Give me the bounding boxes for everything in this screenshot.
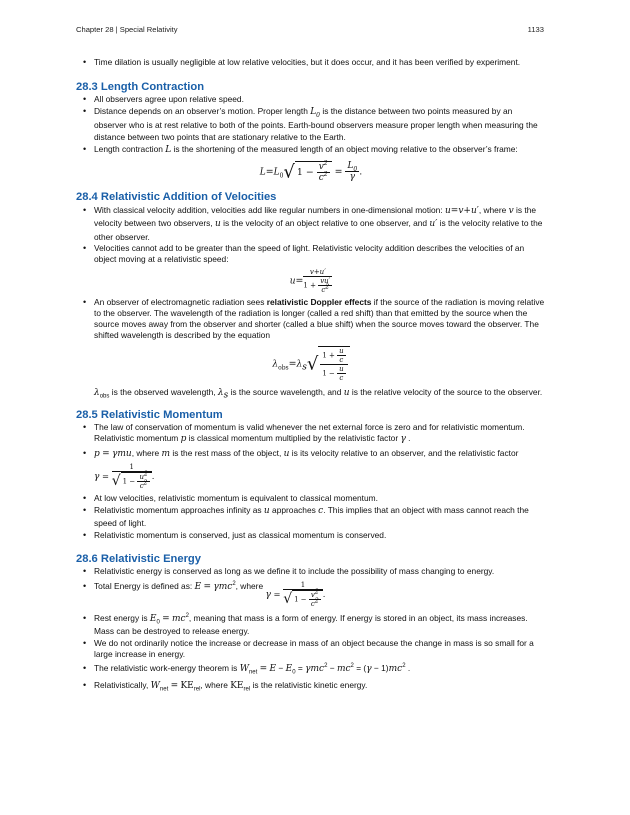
list-item: • The law of conservation of momentum is valid whenever the net external force is zero and for relativistic momentum. Relativistic momentum p is classical momentum multiplied by the relativistic factor γ .	[76, 422, 546, 445]
chapter-title: Chapter 28 | Special Relativity	[76, 25, 178, 34]
list-item: • Time dilation is usually negligible at low relative velocities, but it does occur, and it has been verified by experiment.	[76, 57, 546, 68]
list-item: • Rest energy is $E_0 = mc^2$, meaning that mass is a form of energy. If energy is stored in an object, its mass increases. Mass can be destroyed to release energy.	[76, 612, 546, 638]
s284-list	[76, 204, 546, 266]
s284-list-2	[76, 297, 546, 341]
list-item: • Distance depends on an observer’s motion. Proper length $L_0$ is the distance between two points measured by an observer who is at rest relative to both of the points. Earth-bound observers measure proper length when measuring the distance between two points that are stationary relative to the Earth.	[76, 105, 546, 144]
list-item: • Relativistic momentum approaches infinity as u approaches c. This implies that an object with mass cannot reach the speed of light.	[76, 504, 546, 530]
list-item: • Relativistic energy is conserved as long as we define it to include the possibility of mass changing to energy.	[76, 566, 546, 577]
page-header	[76, 24, 544, 35]
section-heading-28-5: 28.5 Relativistic Momentum	[76, 408, 223, 421]
intro-list	[76, 57, 546, 68]
list-item: • All observers agree upon relative speed.	[76, 94, 546, 105]
section-heading-28-4: 28.4 Relativistic Addition of Velocities	[76, 190, 277, 203]
list-item: • At low velocities, relativistic momentum is equivalent to classical momentum.	[76, 493, 546, 504]
equation-length-contraction: $L=L_0√$ 1 − $\frac{v^2}{c^2}$ = $\frac{L_0}{\gamma}$ .	[259, 159, 363, 183]
list-item: • Velocities cannot add to be greater than the speed of light. Relativistic velocity addition describes the velocities of an object moving at a relativistic speed:	[76, 243, 546, 265]
section-heading-28-3: 28.3 Length Contraction	[76, 81, 205, 93]
list-item: • Relativistically, $W_{net} = KE_{rel}$, where $KE_{rel}$ is the relativistic kinetic energy.	[76, 680, 546, 692]
equation-velocity-addition: u= v+u′ 1 + $\frac{vu'}{c^2}$	[289, 268, 331, 294]
math-L: L	[165, 144, 172, 155]
equation-gamma-energy: γ = 1 √ 1 − $\frac{v^2}{c^2}$ .	[265, 580, 326, 608]
doppler-explanation: $\lambda_{obs}$ is the observed wavelength, $\lambda_s$ is the source wavelength, and u is the relative velocity of the source to the observer.	[94, 387, 543, 401]
equation-gamma: γ = 1 √ 1 − $\frac{u^2}{c^2}$ .	[94, 462, 155, 490]
list-item: • An observer of electromagnetic radiation sees relativistic Doppler effects if the source of the radiation is moving relative to the observer. The wavelength of the radiation is longer (called a red shift) than that emitted by the source when the source moves away from the observer and shorter (called a blue shift) when the source moves toward the observer. The shifted wavelength is described by the equation	[76, 297, 546, 341]
section-heading-28-6: 28.6 Relativistic Energy	[76, 552, 201, 565]
page-number: 1133	[527, 25, 544, 34]
equation-doppler: $\lambda_{obs}=\lambda_s√$ 1 + $\frac{u}{c}$ 1 − $\frac{u}{c}$	[76, 346, 546, 382]
list-item: • The relativistic work-energy theorem is $W_{net} = E - E_0 = \gamma mc^2 - mc^2 = (\gamma - 1)mc^2$ .	[76, 663, 546, 675]
math-L0: $L_0$	[310, 107, 320, 119]
list-item: • Relativistic momentum is conserved, just as classical momentum is conserved.	[76, 530, 546, 541]
s286-list	[76, 566, 546, 692]
list-item: • With classical velocity addition, velocities add like regular numbers in one-dimensional motion: u=v+u′, where v is the velocity between two observers, u is the velocity of an object relative to one observer, and u′ is the velocity relative to the other observer.	[76, 204, 546, 244]
list-item: • Total Energy is defined as: E = γmc$^2$, where γ = 1 √ 1 − $\frac{v^2}{c^2}$ .	[76, 581, 546, 608]
list-item: • p = γmu, where m is the rest mass of the object, u is its velocity relative to an observer, and the relativistic factor γ = 1 √ 1 − $\frac{u^2}{c^2}$ .	[76, 448, 546, 490]
s283-list	[76, 94, 546, 156]
list-item: • We do not ordinarily notice the increase or decrease in mass of an object because the change in mass is so small for a large increase in energy.	[76, 638, 546, 660]
s285-list	[76, 422, 546, 541]
list-item: • Length contraction L is the shortening of the measured length of an object moving relative to the observer’s frame:	[76, 144, 546, 156]
page-content	[76, 57, 546, 692]
